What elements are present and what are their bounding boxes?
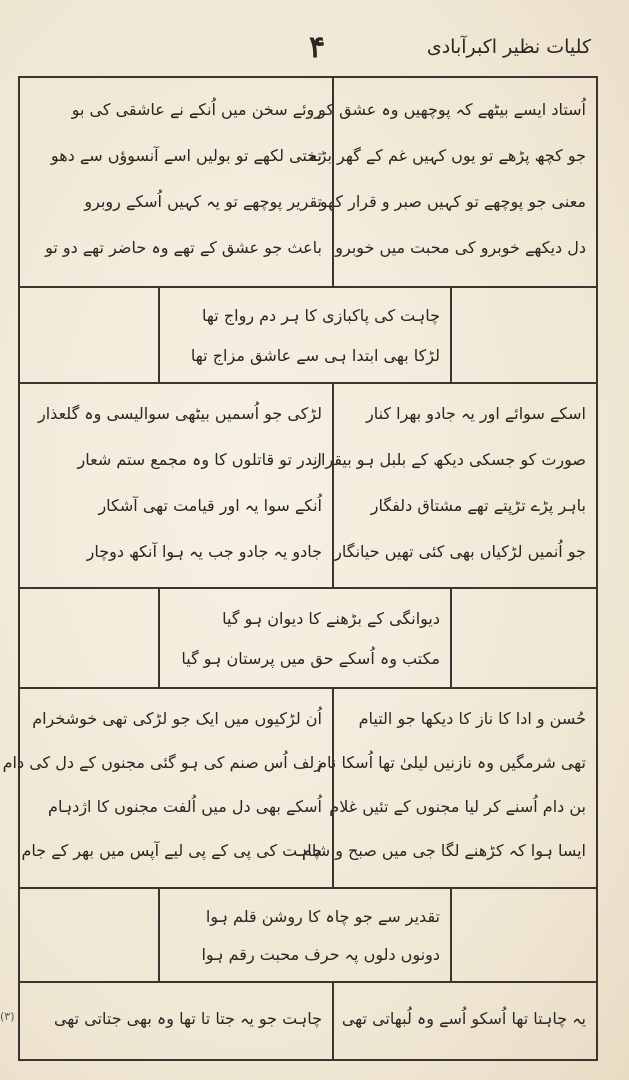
verse-line: اسکے سوائے اور یہ جادو بھرا کنار <box>365 404 586 423</box>
verse-line: مکتب وہ اُسکے حق میں پرستان ہو گیا <box>181 649 440 668</box>
stanza-left-column <box>2 689 334 887</box>
couplet-column <box>158 889 452 981</box>
verse-line: تختی لکھے تو بولیں اسے آنسوؤں سے دھو <box>50 146 322 165</box>
stanza-left-column <box>20 983 334 1059</box>
verse-line: اُن لڑکیوں میں ایک جو لڑکی تھی خوشخرام <box>32 709 322 728</box>
couplet-block <box>20 889 596 983</box>
stanza-block <box>20 384 596 589</box>
verse-line: دونوں دلوں پہ حرف محبت رقم ہوا <box>201 945 440 964</box>
verse-line: زلف اُس صنم کی ہو گئی مجنوں کے دل کی دام <box>2 753 322 772</box>
page-number: ۴ <box>308 30 326 65</box>
verse-line: باعث جو عشق کے تھے وہ حاضر تھے دو تو <box>45 238 322 257</box>
verse-line: جو اُنمیں لڑکیاں بھی کئی تھیں حیانگار <box>334 542 586 561</box>
couplet-block <box>20 589 596 689</box>
verse-line: چاہت کی پاکبازی کا ہر دم رواج تھا <box>202 306 440 325</box>
verse-line: لڑکی جو اُسمیں بیٹھی سوالیسی وہ گلعذار <box>38 404 322 423</box>
verse-line: روئے سخن میں اُنکے نے عاشقی کی بو <box>71 100 322 119</box>
verse-line: اندر تو قاتلوں کا وہ مجمع ستم شعار <box>77 450 322 469</box>
verse-line: لڑکا بھی ابتدا ہی سے عاشق مزاج تھا <box>190 346 440 365</box>
verse-line: ایسا ہوا کہ کڑھنے لگا جی میں صبح و شام <box>301 841 586 860</box>
couplet-column <box>158 288 452 382</box>
verse-line: چاہت کی پی کے پی لیے آپس میں بھر کے جام <box>21 841 322 860</box>
verse-line: جو کچھ پڑھے تو یوں کہیں غم کے گھر بڑے <box>309 146 586 165</box>
book-title: کلیات نظیر اکبرآبادی <box>426 36 591 58</box>
couplet-column <box>158 589 452 687</box>
verse-line: حُسن و ادا کا ناز کا دیکھا جو التیام <box>358 709 586 728</box>
verse-line: اُسکے بھی دل میں اُلفت مجنوں کا اژدہام <box>48 797 322 816</box>
verse-line: باہر پڑے تڑپتے تھے مشتاق دلفگار <box>370 496 586 515</box>
verse-line: بن دام اُسنے کر لیا مجنوں کے تئیں غلام <box>329 797 586 816</box>
stanza-right-column <box>309 78 596 286</box>
stanza-block <box>20 78 596 288</box>
stanza-left-column <box>20 78 334 286</box>
stanza-block <box>2 689 596 889</box>
stanza-right-column <box>301 689 596 887</box>
stanza-block <box>20 983 596 1059</box>
stanza-right-column <box>313 384 596 587</box>
verse-line: یہ چاہتا تھا اُسکو اُسے وہ لُبھاتی تھی <box>341 1009 586 1028</box>
verse-line: معنی جو پوچھے تو کہیں صبر و قرار کھو <box>319 192 586 211</box>
verse-line: جادو یہ جادو جب یہ ہوا آنکھ دوچار <box>86 542 322 561</box>
verse-line: اُنکے سوا یہ اور قیامت تھی آشکار <box>98 496 322 515</box>
stanza-left-column <box>20 384 334 587</box>
margin-mark: (۳) <box>0 1010 15 1023</box>
verse-line: تقدیر سے جو چاہ کا روشن قلم ہوا <box>205 907 440 926</box>
couplet-block <box>20 288 596 384</box>
page-header <box>0 28 629 68</box>
verse-line: اُستاد ایسے بیٹھے کہ پوچھیں وہ عشق کو <box>318 100 586 119</box>
stanza-right-column <box>334 983 596 1059</box>
verse-line: چاہت جو یہ جتا تا تھا وہ بھی جتاتی تھی <box>53 1009 322 1028</box>
verse-line: دل دیکھے خوبرو کی محبت میں خوبرو <box>335 238 586 257</box>
verse-line: صورت کو جسکی دیکھ کے بلبل ہو بیقرار <box>313 450 586 469</box>
verse-line: تقریر پوچھے تو یہ کہیں اُسکے روبرو <box>84 192 322 211</box>
verse-line: دیوانگی کے بڑھنے کا دیوان ہو گیا <box>222 609 440 628</box>
poem-frame <box>2 76 598 1061</box>
verse-line: تھی شرمگیں وہ نازنیں لیلیٰ تھا اُسکا نام <box>317 753 586 772</box>
